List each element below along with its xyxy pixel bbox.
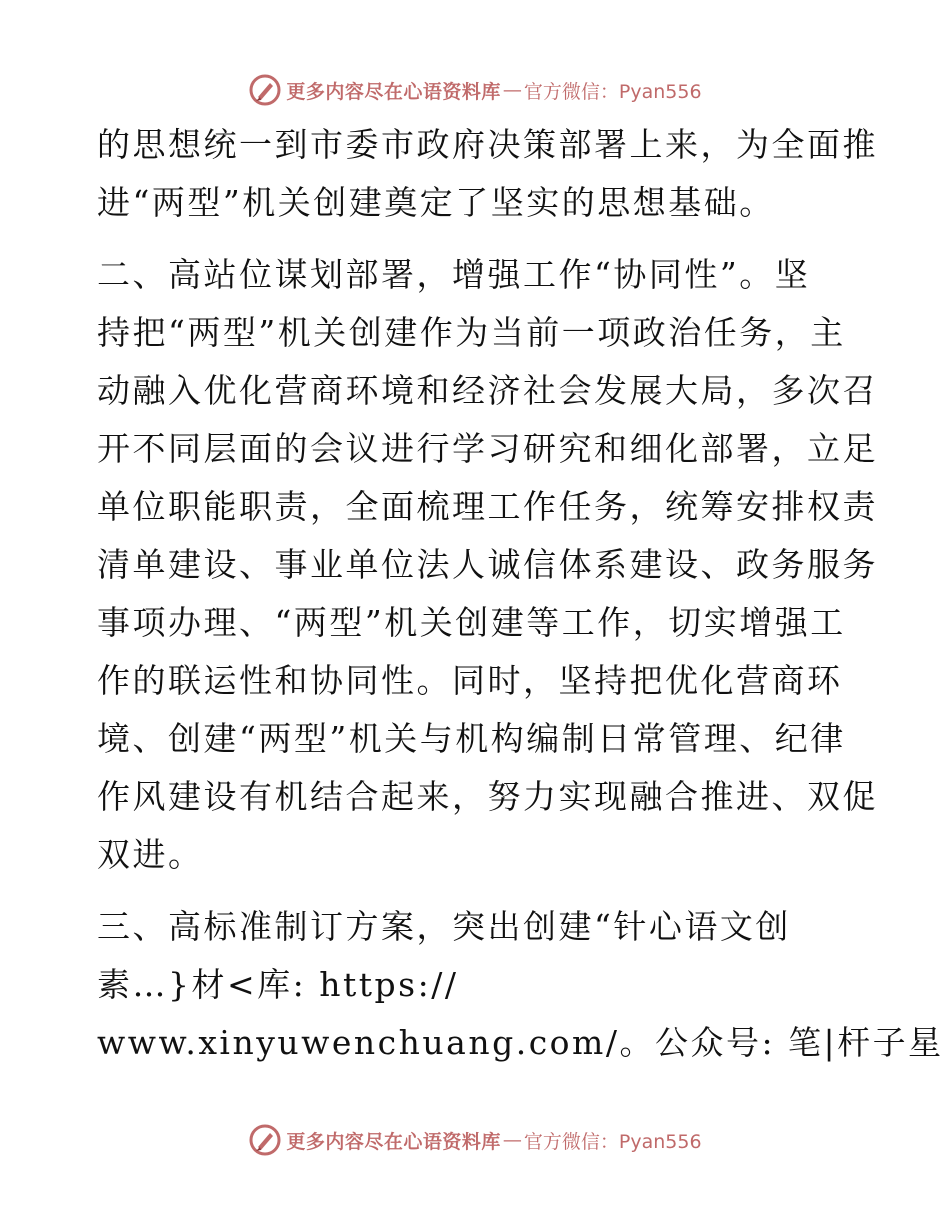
pen-logo-icon xyxy=(248,73,282,107)
footer-watermark-banner xyxy=(0,1120,950,1160)
footer-banner-wechat: 官方微信：Pyan556 xyxy=(523,1130,702,1153)
paragraph-3 xyxy=(97,898,944,1072)
body-line: 作风建设有机结合起来，努力实现融合推进、双促 xyxy=(97,777,878,816)
footer-banner-separator: — xyxy=(502,1129,522,1151)
footer-banner-text: 更多内容尽在心语资料库 xyxy=(286,1130,501,1153)
header-banner-text: 更多内容尽在心语资料库 xyxy=(286,80,501,103)
header-banner-wechat: 官方微信：Pyan556 xyxy=(523,80,702,103)
section-heading-line: 三、高标准制订方案，突出创建“针心语文创 xyxy=(97,907,791,946)
body-line: 作的联运性和协同性。同时，坚持把优化营商环 xyxy=(97,661,843,700)
paragraph-1 xyxy=(97,116,878,232)
pen-logo-icon xyxy=(248,1123,282,1157)
body-line: 开不同层面的会议进行学习研究和细化部署，立足 xyxy=(97,429,878,468)
header-banner-separator: — xyxy=(502,79,522,101)
paragraph-2 xyxy=(97,246,878,884)
body-line: www.xinyuwenchuang.com/。公众号: 笔|杆子星 xyxy=(97,1023,944,1062)
body-line: 双进。 xyxy=(97,835,204,874)
section-heading-line: 二、高站位谋划部署，增强工作“协同性”。坚 xyxy=(97,255,811,294)
body-line: 进“两型”机关创建奠定了坚实的思想基础。 xyxy=(97,183,775,222)
body-line: 清单建设、事业单位法人诚信体系建设、政务服务 xyxy=(97,545,878,584)
body-line: 持把“两型”机关创建作为当前一项政治任务，主 xyxy=(97,313,846,352)
body-line: 单位职能职责，全面梳理工作任务，统筹安排权责 xyxy=(97,487,878,526)
body-line: 素…}材<库: https:// xyxy=(97,965,459,1004)
body-line: 境、创建“两型”机关与机构编制日常管理、纪律 xyxy=(97,719,846,758)
body-line: 的思想统一到市委市政府决策部署上来，为全面推 xyxy=(97,125,878,164)
body-line: 事项办理、“两型”机关创建等工作，切实增强工 xyxy=(97,603,846,642)
body-line: 动融入优化营商环境和经济社会发展大局，多次召 xyxy=(97,371,878,410)
document-body xyxy=(97,116,944,1072)
header-watermark-banner xyxy=(0,70,950,110)
